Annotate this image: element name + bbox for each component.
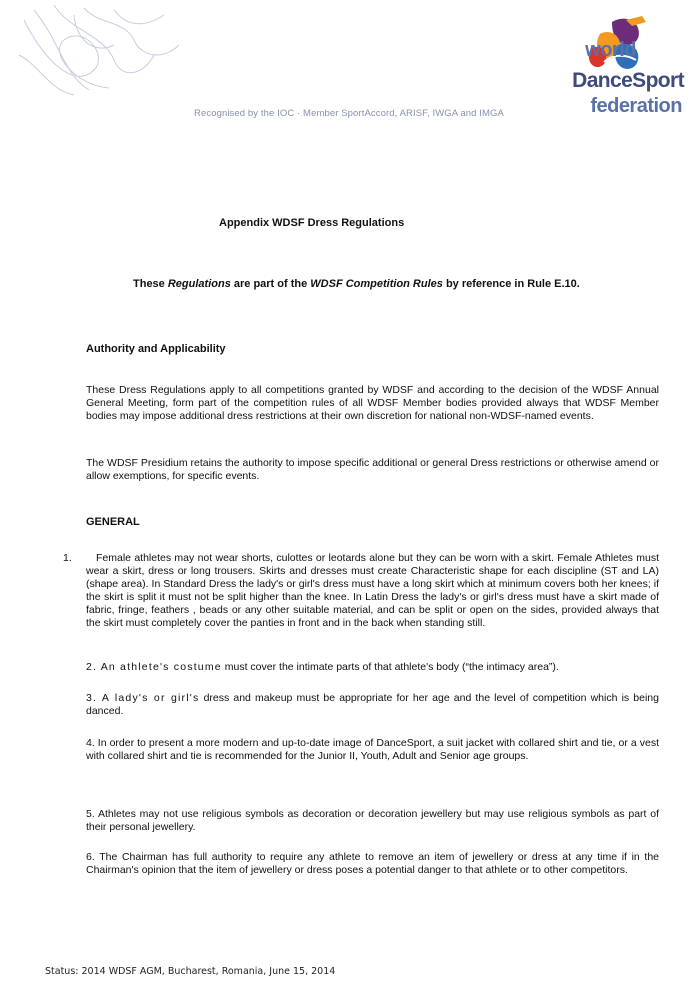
authority-heading: Authority and Applicability: [86, 343, 226, 355]
rule-item-5: 5. Athletes may not use religious symbols as decoration or decoration jewellery but may use religious symbols as part of their personal jewellery.: [86, 808, 659, 833]
subtitle-part1: These: [133, 278, 168, 290]
rule-item-3: [86, 692, 659, 718]
item-3-rest: dress and makeup must be appropriate for her age and the level of competition which is being danced.: [86, 692, 659, 717]
item-3-lead: 3. A lady's or girl's: [86, 692, 200, 704]
subtitle-part5: by reference in Rule E.10.: [442, 278, 580, 290]
document-subtitle: [133, 278, 580, 290]
logo-dancesport-text: DanceSport: [572, 69, 684, 92]
logo-world-text: world: [585, 39, 636, 61]
rule-item-4: 4. In order to present a more modern and up-to-date image of DanceSport, a suit jacket with collared shirt and tie, or a vest with collared shirt and tie is recommended for the Junior II, Youth, Adult and Senior age groups.: [86, 737, 659, 762]
subtitle-part3: are part of the: [230, 278, 311, 290]
subtitle-competition-rules: WDSF Competition Rules: [310, 278, 443, 290]
item-2-rest: must cover the intimate parts of that athlete's body (“the intimacy area”).: [221, 661, 559, 673]
rule-item-2: [86, 661, 659, 674]
document-title: Appendix WDSF Dress Regulations: [219, 217, 405, 229]
recognition-line: Recognised by the IOC · Member SportAccord, ARISF, IWGA and IMGA: [194, 108, 504, 119]
general-heading: GENERAL: [86, 516, 140, 528]
status-footer: Status: 2014 WDSF AGM, Bucharest, Romania, June 15, 2014: [45, 966, 336, 977]
rule-item-1: Female athletes may not wear shorts, culottes or leotards alone but they can be worn with a skirt. Female Athletes must wear a skirt, dress or long trousers. Skirts and dresses must create Characteristic shape for each discipline (ST and LA) (shape area). In Standard Dress the lady's or girl's dress must have a long skirt which at minimum covers both her knees; if the skirt is split it must not be split higher than the knee. In Latin Dress the lady's or girl's dress must have a skirt made of fabric, fringe, feathers , beads or any other suitable material, and can be split or open on the sides, provided always that the skirt must completely cover the panties in front and in the back when standing still.: [86, 552, 659, 629]
subtitle-regulations: Regulations: [167, 278, 231, 290]
logo-federation-text: federation: [590, 95, 682, 117]
authority-paragraph-1: These Dress Regulations apply to all competitions granted by WDSF and according to the decision of the WDSF Annual General Meeting, form part of the competition rules of all WDSF Member bodies provided always that WDSF Member bodies may impose additional dress restrictions at their own discretion for national non-WDSF-named events.: [86, 384, 659, 422]
decorative-lineart-icon: [14, 0, 189, 100]
item-2-lead: 2. An athlete's costume: [86, 661, 222, 673]
authority-paragraph-2: The WDSF Presidium retains the authority to impose specific additional or general Dress restrictions or otherwise amend or allow exemptions, for specific events.: [86, 457, 659, 482]
rule-item-6: 6. The Chairman has full authority to require any athlete to remove an item of jewellery or dress at any time if in the Chairman's opinion that the item of jewellery or dress poses a potential danger to that athlete or to other competitors.: [86, 851, 659, 876]
item-1-number: 1.: [63, 552, 72, 564]
